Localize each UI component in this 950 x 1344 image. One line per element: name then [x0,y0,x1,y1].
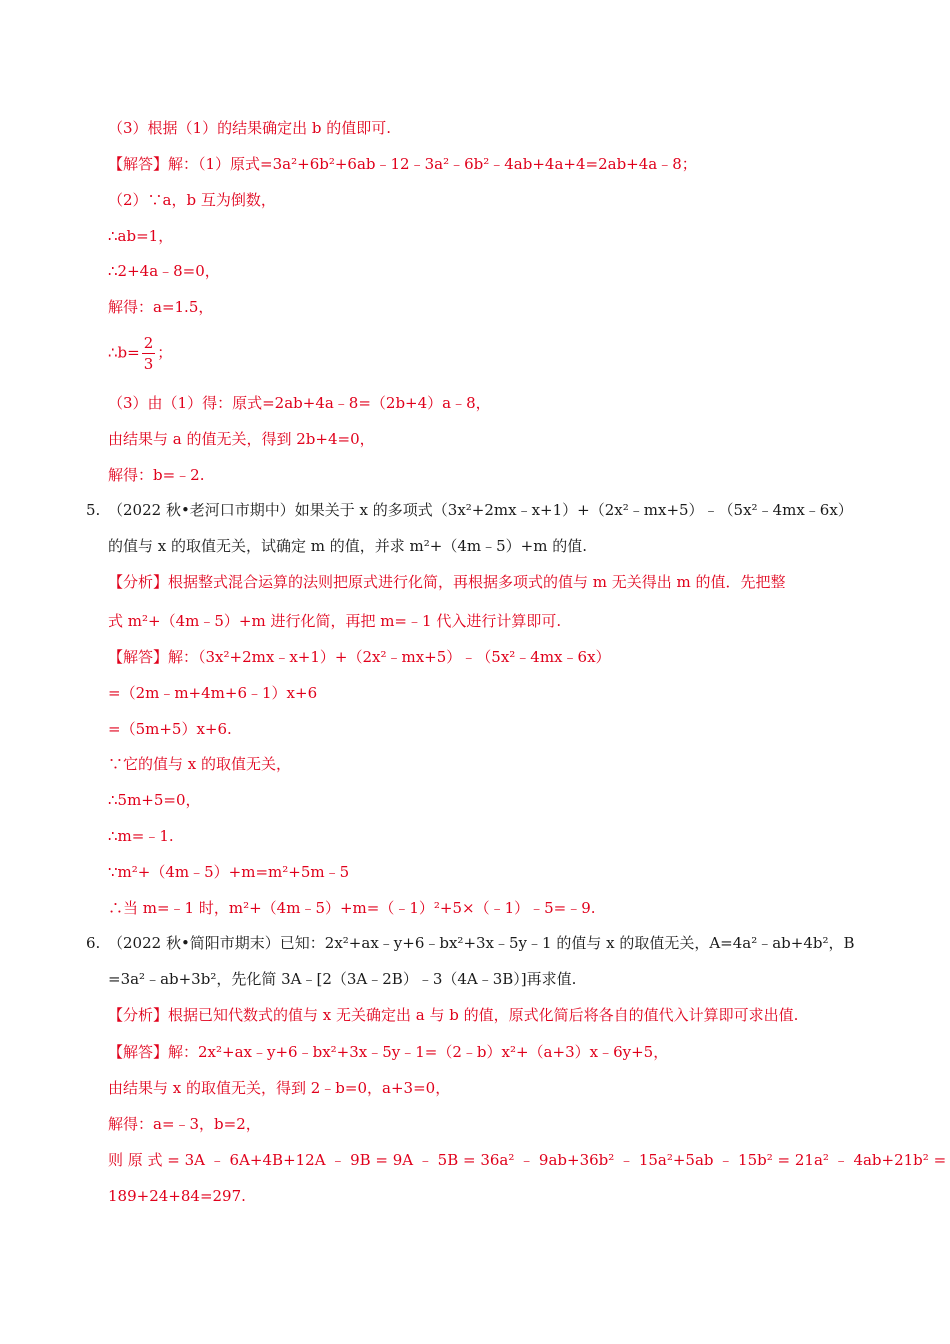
q4-answer-line6: ∴b= $\frac{2}{3}$ ； [108,334,173,373]
fraction: $\frac{2}{3}$ [143,334,154,373]
q4-answer-line3: ∴ab=1， [108,227,174,245]
answer-tag: 【解答】 [108,1043,169,1061]
q4-answer-line9: 解得：b=﹣2. [108,466,205,484]
answer-tag: 【解答】 [108,648,169,666]
q6-question-line2: =3a²﹣ab+3b²，先化简 3A﹣[2（3A﹣2B）﹣3（4A﹣3B）]再求值. [108,970,577,988]
q5-answer-line5: ∴5m+5=0， [108,791,201,809]
q5-answer-line7: ∵m²+（4m﹣5）+m=m²+5m﹣5 [108,863,350,881]
q5-question-line1: （2022 秋•老河口市期中）如果关于 x 的多项式（3x²+2mx﹣x+1）+（2x²﹣mx+5）﹣（5x²﹣4mx﹣6x） [108,501,853,519]
q5-answer-line2: =（2m﹣m+4m+6﹣1）x+6 [108,684,318,702]
q6-answer-line4: 则 原 式 = 3A ﹣ 6A+4B+12A ﹣ 9B = 9A ﹣ 5B = 36a² ﹣ 9ab+36b² ﹣ 15a²+5ab ﹣ 15b² = 21a² ﹣ 4ab+21b² = [108,1151,947,1169]
answer-tag: 【解答】 [108,155,169,173]
q5-question-line2: 的值与 x 的取值无关，试确定 m 的值，并求 m²+（4m﹣5）+m 的值. [108,537,587,555]
q4-analysis-step3: （3）根据（1）的结果确定出 b 的值即可. [108,119,391,137]
q5-answer-line3: =（5m+5）x+6. [108,720,232,738]
q6-analysis-line1: 【分析】根据已知代数式的值与 x 无关确定出 a 与 b 的值，原式化简后将各自的值代入计算即可求出值. [108,1006,799,1024]
q5-answer-line6: ∴m=﹣1. [108,827,174,845]
q4-answer-line5: 解得：a=1.5， [108,298,214,316]
q6-answer-line5: 189+24+84=297. [108,1187,246,1205]
q5-analysis-line2: 式 m²+（4m﹣5）+m 进行化简，再把 m=﹣1 代入进行计算即可. [108,612,562,630]
q6-question-line1: （2022 秋•简阳市期末）已知：2x²+ax﹣y+6﹣bx²+3x﹣5y﹣1 的值与 x 的取值无关，A=4a²﹣ab+4b²，B [108,934,855,952]
q4-answer-line7: （3）由（1）得：原式=2ab+4a﹣8=（2b+4）a﹣8， [108,394,491,412]
q4-answer-line2: （2）∵a，b 互为倒数， [108,191,276,209]
q5-analysis-line1: 【分析】根据整式混合运算的法则把原式进行化简，再根据多项式的值与 m 无关得出 m 的值．先把整 [108,573,786,591]
q6-answer-line3: 解得：a=﹣3，b=2， [108,1115,261,1133]
q4-answer-line1: 【解答】解：（1）原式=3a²+6b²+6ab﹣12﹣3a²﹣6b²﹣4ab+4a+4=2ab+4a﹣8； [108,155,697,173]
q5-number: 5. [86,501,101,519]
q5-answer-line4: ∵它的值与 x 的取值无关， [108,755,291,773]
analysis-tag: 【分析】 [108,573,169,591]
q6-answer-line2: 由结果与 x 的取值无关，得到 2﹣b=0，a+3=0， [108,1079,451,1097]
q5-answer-line1: 【解答】解：（3x²+2mx﹣x+1）+（2x²﹣mx+5）﹣（5x²﹣4mx﹣6x） [108,648,611,666]
q5-answer-line8: ∴当 m=﹣1 时，m²+（4m﹣5）+m=（﹣1）²+5×（﹣1）﹣5=﹣9. [108,899,596,917]
q6-number: 6. [86,934,101,952]
q4-answer-line4: ∴2+4a﹣8=0， [108,262,220,280]
q4-answer-line8: 由结果与 a 的值无关，得到 2b+4=0， [108,430,375,448]
q6-answer-line1: 【解答】解：2x²+ax﹣y+6﹣bx²+3x﹣5y﹣1=（2﹣b）x²+（a+3）x﹣6y+5， [108,1043,669,1061]
analysis-tag: 【分析】 [108,1006,169,1024]
